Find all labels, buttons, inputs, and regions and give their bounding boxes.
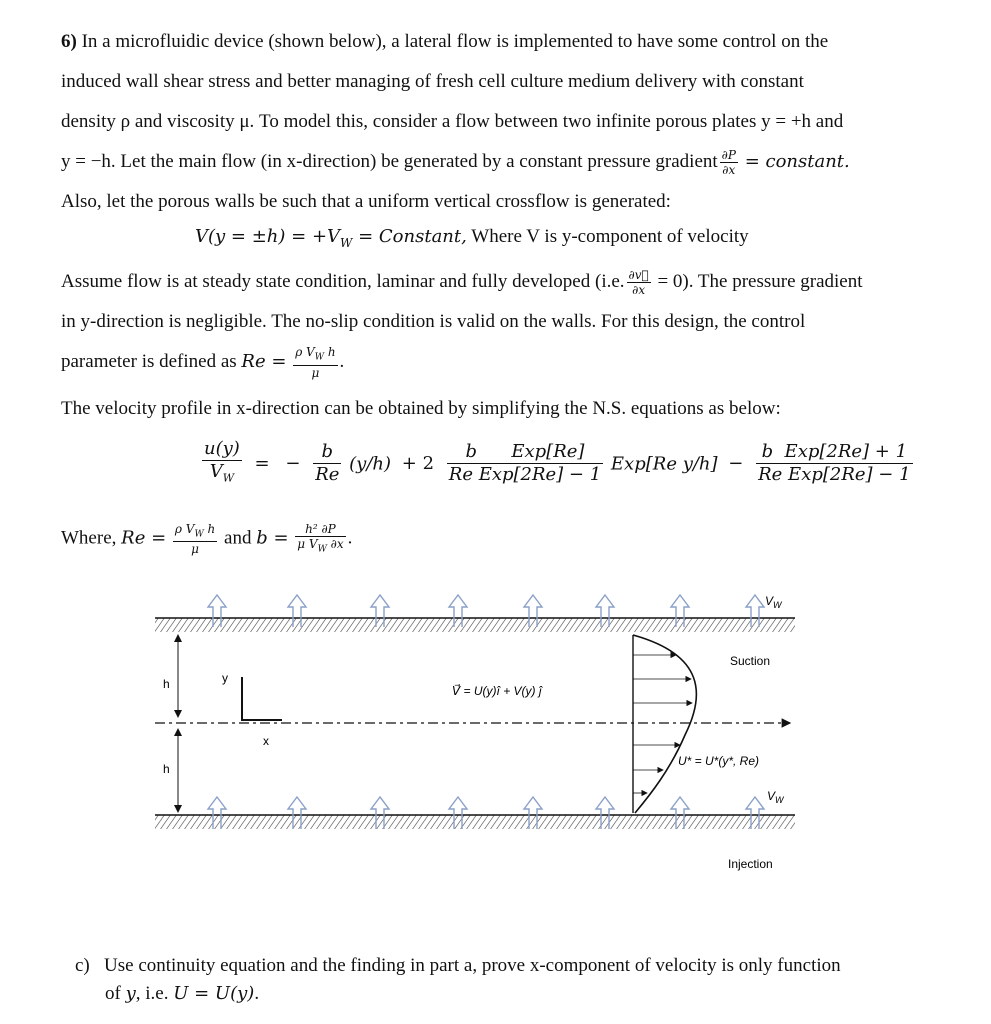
problem-line-4b: = constant.	[744, 151, 850, 172]
line9a: parameter is defined as	[61, 351, 237, 372]
suction-label: Suction	[730, 654, 771, 668]
problem-number: 6)	[61, 31, 77, 52]
bottom-porous-wall	[155, 815, 795, 829]
where-end: .	[347, 527, 353, 549]
part-c-ie: , i.e.	[135, 983, 169, 1004]
part-c-of: of	[105, 983, 121, 1004]
frac-num-2: h	[324, 345, 336, 360]
t1-num: b	[313, 441, 341, 464]
bc-sub: W	[340, 235, 353, 250]
where-re: Re =	[121, 527, 167, 549]
part-c	[75, 952, 915, 1008]
frac-num: ∂v⃗	[628, 268, 649, 283]
vw-bottom-label: $V_W$	[767, 789, 784, 805]
line7b: = 0). The pressure gradient	[657, 271, 863, 292]
injection-label: Injection	[728, 857, 773, 871]
bc-math: V(y = ±h) = +V	[195, 226, 341, 247]
velocity-profile-curve	[633, 635, 696, 813]
frac-den: ∂x	[632, 283, 646, 298]
term2-bracket: [Re y/h]	[645, 453, 718, 475]
velocity-vector-label: V⃗ = U(y)î + V(y) ĵ	[452, 684, 542, 698]
where-and: and	[224, 527, 252, 549]
equals-sign: =	[254, 453, 270, 475]
where-b: b =	[256, 527, 289, 549]
x-axis-label: x	[263, 734, 269, 748]
line9-end: .	[339, 351, 345, 372]
xy-axes	[242, 677, 282, 720]
problem-line-5: Also, let the porous walls be such that a uniform vertical crossflow is generated:	[61, 191, 671, 212]
problem-line-4	[61, 142, 921, 182]
t1-den: Re	[315, 464, 340, 486]
part-c-label: c)	[75, 955, 90, 976]
t3-den: Re Exp[2Re] − 1	[758, 464, 911, 486]
nondim-velocity-label: U* = U*(y*, Re)	[678, 754, 760, 768]
bc-text: Where V is y-component of velocity	[466, 226, 749, 247]
lhs-den: V	[209, 461, 223, 482]
frac-den-2: ∂x	[326, 537, 344, 551]
fully-developed-fraction	[627, 268, 651, 297]
problem-text	[61, 22, 921, 222]
frac-den: μ V	[297, 537, 318, 551]
frac-num: ρ V	[174, 522, 195, 536]
part-c-end: .	[254, 983, 260, 1004]
part-c-y: y	[125, 983, 136, 1004]
part-c-equation: U = U(y)	[173, 983, 255, 1004]
frac-den-sub: W	[317, 544, 327, 555]
t3-num: b Exp[2Re] + 1	[756, 441, 912, 464]
frac-num: ρ V	[295, 345, 315, 360]
frac-num: ∂P	[721, 148, 736, 163]
lhs-num: u(y)	[204, 438, 240, 459]
pressure-gradient-fraction	[720, 148, 738, 177]
problem-line-2: induced wall shear stress and better managing of fresh cell culture medium delivery with constant	[61, 71, 804, 92]
t2-den: Re Exp[2Re] − 1	[448, 464, 602, 486]
plus-two: + 2	[401, 453, 435, 475]
where-re-fraction	[173, 522, 217, 556]
frac-den: μ	[311, 365, 320, 380]
lhs-fraction	[202, 438, 242, 490]
where-label: Where,	[61, 527, 117, 549]
vw-top-label: $V_W$	[765, 594, 782, 610]
h-bottom-label: h	[163, 762, 170, 776]
frac-num-sub: W	[194, 529, 204, 540]
t2-num: b Exp[Re]	[447, 441, 603, 464]
part-c-line-1	[75, 952, 915, 980]
frac-num: h² ∂P	[295, 522, 345, 537]
problem-line-8: in y-direction is negligible. The no-slip condition is valid on the walls. For this design, the control	[61, 311, 806, 332]
part-c-line-2	[75, 980, 915, 1008]
velocity-profile-equation	[200, 438, 915, 490]
problem-line-7	[61, 262, 921, 302]
re-label: Re =	[241, 351, 287, 372]
re-fraction	[293, 345, 337, 379]
frac-den: μ	[191, 542, 199, 557]
profile-arrows	[633, 655, 692, 793]
boundary-condition	[195, 226, 749, 250]
problem-line-4a: y = −h. Let the main flow (in x-direction) be generated by a constant pressure gradient	[61, 151, 718, 172]
frac-num-sub: W	[314, 352, 324, 363]
problem-line-3: density ρ and viscosity μ. To model this, consider a flow between two infinite porous plates y = +h and	[61, 111, 844, 132]
line7a: Assume flow is at steady state condition, laminar and fully developed (i.e.	[61, 271, 625, 292]
problem-line-10: The velocity profile in x-direction can be obtained by simplifying the N.S. equations as below:	[61, 398, 781, 419]
problem-line-1-text: In a microfluidic device (shown below), a lateral flow is implemented to have some control on the	[81, 31, 829, 52]
term1-fraction	[313, 441, 341, 486]
where-b-fraction	[295, 522, 345, 556]
bc-math-2: = Constant,	[352, 226, 467, 247]
minus-sign-2: −	[728, 453, 744, 475]
problem-line-1	[61, 22, 921, 62]
term2-exp: Exp	[610, 453, 646, 475]
h-top-label: h	[163, 677, 170, 691]
term1-paren: (y/h)	[349, 453, 392, 475]
channel-diagram	[145, 585, 805, 885]
where-definitions	[61, 522, 352, 556]
assumptions-text	[61, 262, 921, 382]
frac-num-2: h	[203, 522, 216, 536]
problem-line-9	[61, 342, 921, 382]
term2-fraction	[447, 441, 603, 486]
part-c-line-1-text: Use continuity equation and the finding in part a, prove x-component of velocity is only function	[104, 955, 841, 976]
frac-den: ∂x	[722, 163, 736, 178]
minus-sign: −	[285, 453, 301, 475]
y-axis-label: y	[222, 671, 228, 685]
top-porous-wall	[155, 618, 795, 632]
lhs-den-sub: W	[222, 471, 235, 485]
term3-fraction	[756, 441, 912, 486]
